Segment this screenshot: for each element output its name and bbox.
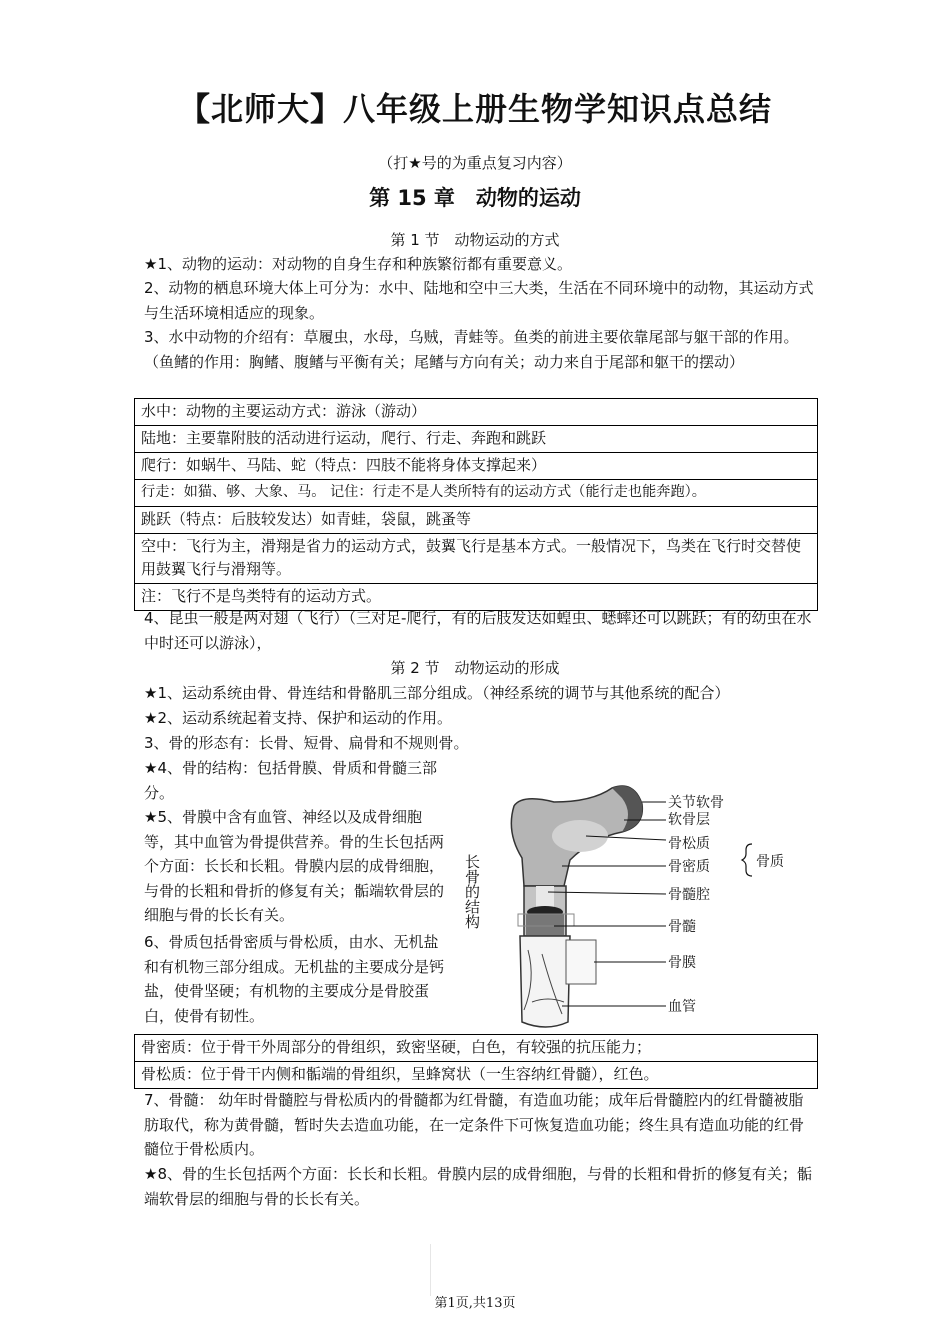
table-cell: 陆地：主要靠附肢的活动进行运动，爬行、行走、奔跑和跳跃 <box>135 426 818 453</box>
s2-paragraph-7: 7、骨髓： 幼年时骨髓腔与骨松质内的骨髓都为红骨髓，有造血功能；成年后骨髓腔内的红骨髓被脂肪取代，称为黄骨髓，暂时失去造血功能，在一定条件下可恢复造血功能；终生具有造血功能的红骨髓位于骨松质内。 <box>144 1091 805 1158</box>
s1-paragraph-4: 4、昆虫一般是两对翅（飞行）（三对足-爬行，有的后肢发达如蝗虫、蟋蟀还可以跳跃；有的幼虫在水中时还可以游泳）， <box>144 609 812 652</box>
table-row <box>135 534 818 584</box>
s2-paragraph-3: 3、骨的形态有：长骨、短骨、扁骨和不规则骨。 <box>144 734 469 752</box>
locomotion-table <box>134 398 818 611</box>
label-spongy-bone: 骨松质 <box>668 836 710 852</box>
brace-icon <box>742 844 752 876</box>
diagram-vertical-title: 长骨的结构 <box>463 854 481 929</box>
table-cell: 爬行：如蜗牛、马陆、蛇（特点：四肢不能将身体支撑起来） <box>135 453 818 480</box>
spongy-bone <box>552 820 608 852</box>
table-row <box>135 399 818 426</box>
table-row <box>135 426 818 453</box>
section-1-title: 第 1 节 动物运动的方式 <box>390 231 560 249</box>
label-bone-marrow: 骨髓 <box>668 919 696 935</box>
bone-tissue-table <box>134 1034 818 1089</box>
table-row <box>135 507 818 534</box>
table-row <box>135 1062 818 1089</box>
table-cell: 空中：飞行为主，滑翔是省力的运动方式，鼓翼飞行是基本方式。一般情况下，鸟类在飞行时交替使用鼓翼飞行与滑翔等。 <box>135 534 818 584</box>
s1-paragraph-3: 3、水中动物的介绍有：草履虫，水母，乌贼，青蛙等。鱼类的前进主要依靠尾部与躯干部的作用。（鱼鳍的作用：胸鳍、腹鳍与平衡有关；尾鳍与方向有关；动力来自于尾部和躯干的摆动） <box>144 328 799 371</box>
table-cell: 行走：如猫、够、大象、马。 记住：行走不是人类所特有的运动方式（能行走也能奔跑）。 <box>135 480 818 507</box>
page-number: 第1页,共13页 <box>434 1296 516 1311</box>
periosteum-flap <box>566 940 596 984</box>
divider <box>430 1244 431 1296</box>
s2-paragraph-5: ★5、骨膜中含有血管、神经以及成骨细胞等，其中血管为骨提供营养。骨的生长包括两个方面：长长和长粗。骨膜内层的成骨细胞，与骨的长粗和骨折的修复有关；骺端软骨层的细胞与骨的长长有关。 <box>144 808 445 924</box>
chapter-title: 第 15 章 动物的运动 <box>369 186 581 210</box>
s2-paragraph-8: ★8、骨的生长包括两个方面：长长和长粗。骨膜内层的成骨细胞，与骨的长粗和骨折的修复有关；骺端软骨层的细胞与骨的长长有关。 <box>144 1165 812 1208</box>
page-note: （打★号的为重点复习内容） <box>378 154 572 172</box>
table-cell: 骨松质：位于骨干内侧和骺端的骨组织，呈蜂窝状（一生容纳红骨髓），红色。 <box>135 1062 818 1089</box>
s1-paragraph-1: ★1、动物的运动：对动物的自身生存和种族繁衍都有重要意义。 <box>144 255 572 273</box>
table-row <box>135 1035 818 1062</box>
label-bone-substance: 骨质 <box>756 854 784 870</box>
label-articular-cartilage: 关节软骨 <box>668 795 724 811</box>
table-cell: 跳跃（特点：后肢较发达）如青蛙，袋鼠，跳蚤等 <box>135 507 818 534</box>
s1-paragraph-2: 2、动物的栖息环境大体上可分为：水中、陆地和空中三大类，生活在不同环境中的动物，其运动方式与生活环境相适应的现象。 <box>144 279 814 322</box>
long-bone-diagram <box>462 770 802 1040</box>
s2-paragraph-1: ★1、运动系统由骨、骨连结和骨骼肌三部分组成。（神经系统的调节与其他系统的配合） <box>144 684 730 702</box>
table-cell: 骨密质：位于骨干外周部分的骨组织，致密坚硬，白色，有较强的抗压能力； <box>135 1035 818 1062</box>
table-row <box>135 453 818 480</box>
s2-paragraph-4: ★4、骨的结构：包括骨膜、骨质和骨髓三部分。 <box>144 759 437 802</box>
s2-paragraph-6: 6、骨质包括骨密质与骨松质，由水、无机盐和有机物三部分组成。无机盐的主要成分是钙盐，使骨坚硬；有机物的主要成分是骨胶蛋白，使骨有韧性。 <box>144 933 445 1025</box>
table-cell: 注：飞行不是鸟类特有的运动方式。 <box>135 584 818 611</box>
table-row <box>135 480 818 507</box>
table-cell: 水中：动物的主要运动方式：游泳（游动） <box>135 399 818 426</box>
periosteum <box>520 936 570 1027</box>
label-periosteum: 骨膜 <box>668 955 696 971</box>
page-title: 【北师大】八年级上册生物学知识点总结 <box>177 90 772 128</box>
section-2-title: 第 2 节 动物运动的形成 <box>390 659 560 677</box>
label-compact-bone: 骨密质 <box>668 859 710 875</box>
label-blood-vessel: 血管 <box>668 999 696 1015</box>
s2-paragraph-2: ★2、运动系统起着支持、保护和运动的作用。 <box>144 709 452 727</box>
label-marrow-cavity: 骨髓腔 <box>668 887 710 903</box>
label-cartilage-layer: 软骨层 <box>668 812 710 828</box>
